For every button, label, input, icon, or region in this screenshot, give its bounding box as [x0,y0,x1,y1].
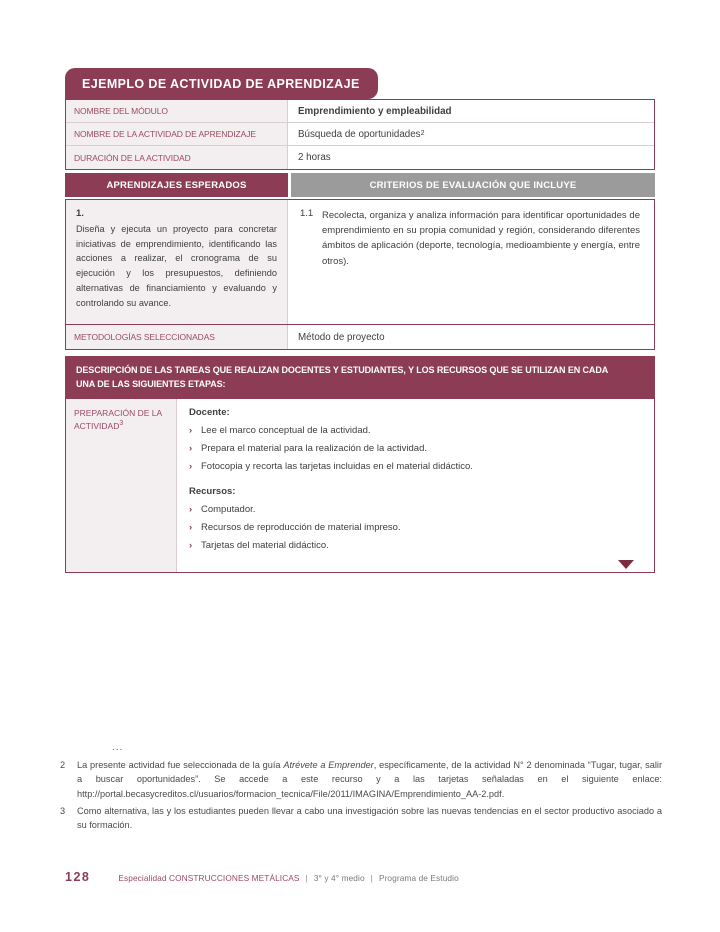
footnote-ref-3: 3 [119,419,124,427]
activity-name-value: Búsqueda de oportunidades 2 [298,128,425,140]
recursos-item: Recursos de reproducción de material impreso. [201,522,401,534]
expected-learning-header: APRENDIZAJES ESPERADOS [65,173,288,197]
page-number: 128 [65,870,91,884]
expected-learning-cell [66,200,288,324]
footnote-url: http://portal.becasycreditos.cl/usuarios/formacion_tecnica/File/2011/IMAGINA/Emprendimiento_AA-2.pdf [77,788,502,799]
module-name-value: Emprendimiento y empleabilidad [298,105,452,117]
objective-text: Diseña y ejecuta un proyecto para concretar iniciativas de emprendimiento, identificando las acciones a realizar, el cronograma de su ejecución y los presupuestos, definiendo alternativas de financiamiento y evaluando y controlando su avance. [76,224,277,308]
footnote-text [77,758,662,801]
table-row [66,100,654,123]
footer-specialty: Especialidad CONSTRUCCIONES METÁLICAS [118,873,300,883]
footer-program: Programa de Estudio [378,873,459,883]
duration-label: DURACIÓN DE LA ACTIVIDAD [66,146,288,169]
task-description-section [65,356,655,573]
activity-info-table [65,99,655,170]
recursos-item: Tarjetas del material didáctico. [201,540,329,552]
activity-name-text: Búsqueda de oportunidades [298,128,421,140]
table-row [66,123,654,146]
footnotes [60,744,662,835]
page-footer [65,870,459,884]
methodology-value: Método de proyecto [298,331,385,343]
footnote-number: 3 [60,805,66,816]
evaluation-criteria-header: CRITERIOS DE EVALUACIÓN QUE INCLUYE [291,173,655,197]
footnote-2-start: La presente actividad fue seleccionada de la guía [77,760,284,770]
footer-separator: | [370,873,373,883]
list-item [189,460,640,473]
list-item [189,424,640,437]
learning-row [66,200,654,324]
module-name-label: NOMBRE DEL MÓDULO [66,100,288,122]
list-bullet-icon: › [189,443,193,455]
list-item [189,539,640,552]
docente-item: Lee el marco conceptual de la actividad. [201,424,371,436]
criterion-number: 1.1 [300,208,314,219]
list-item [189,503,640,516]
objective-number: 1. [76,208,84,219]
footer-separator: | [305,873,308,883]
duration-value: 2 horas [298,152,331,163]
evaluation-criteria-cell [288,200,654,324]
learning-table-body [65,199,655,350]
activity-example-title: EJEMPLO DE ACTIVIDAD DE APRENDIZAJE [82,77,360,91]
footnote-3 [60,804,662,833]
learning-table-headers [65,173,655,197]
docente-title: Docente: [189,406,230,418]
footnote-2-middle: , específicamente, de la actividad N° 2 denominada “Tugar, tugar, salir a buscar oportunidades”. Se accede a este recurso y a las tarjetas señaladas en el siguiente enlace: [77,760,663,785]
footnote-2 [60,758,662,801]
activity-name-label: NOMBRE DE LA ACTIVIDAD DE APRENDIZAJE [66,123,288,145]
guide-title: Atrévete a Emprender [283,760,374,770]
list-bullet-icon: › [189,540,193,552]
document-content [65,68,655,573]
footnote-2-end: . [501,788,505,799]
activity-example-tab [65,68,378,99]
docente-item: Fotocopia y recorta las tarjetas incluidas en el material didáctico. [201,461,473,473]
recursos-title: Recursos: [189,485,236,497]
preparation-content [177,399,654,572]
preparation-label [66,399,177,572]
footer-grade: 3° y 4° medio [313,873,365,883]
list-bullet-icon: › [189,522,193,534]
list-bullet-icon: › [189,424,193,436]
footnote-number: 2 [60,760,66,770]
list-bullet-icon: › [189,503,193,515]
list-item [189,442,640,455]
preparation-row [66,399,654,572]
footnote-text: Como alternativa, las y los estudiantes pueden llevar a cabo una investigación sobre las nuevas tendencias en el sector productivo asociado a su formación. [77,805,662,830]
footnote-ellipsis: ... [112,742,124,753]
recursos-item: Computador. [201,503,256,515]
table-continues-triangle-icon [618,560,634,569]
docente-item: Prepara el material para la realización de la actividad. [201,443,428,455]
table-row [66,146,654,169]
methodology-label: METODOLOGÍAS SELECCIONADAS [66,325,288,349]
criterion-text: Recolecta, organiza y analiza información para identificar oportunidades de emprendimiento en su propia comunidad y región, considerando diferentes ámbitos de aplicación (deporte, tecnología, medioambiente y energía, entre otros). [322,210,640,267]
list-bullet-icon: › [189,461,193,473]
methodology-row [66,324,654,349]
task-description-banner: DESCRIPCIÓN DE LAS TAREAS QUE REALIZAN DOCENTES Y ESTUDIANTES, Y LOS RECURSOS QUE SE UTILIZAN EN CADA UNA DE LAS SIGUIENTES ETAPAS: [66,357,654,399]
preparation-label-text: PREPARACIÓN DE LA ACTIVIDAD [74,407,162,431]
list-item [189,521,640,534]
